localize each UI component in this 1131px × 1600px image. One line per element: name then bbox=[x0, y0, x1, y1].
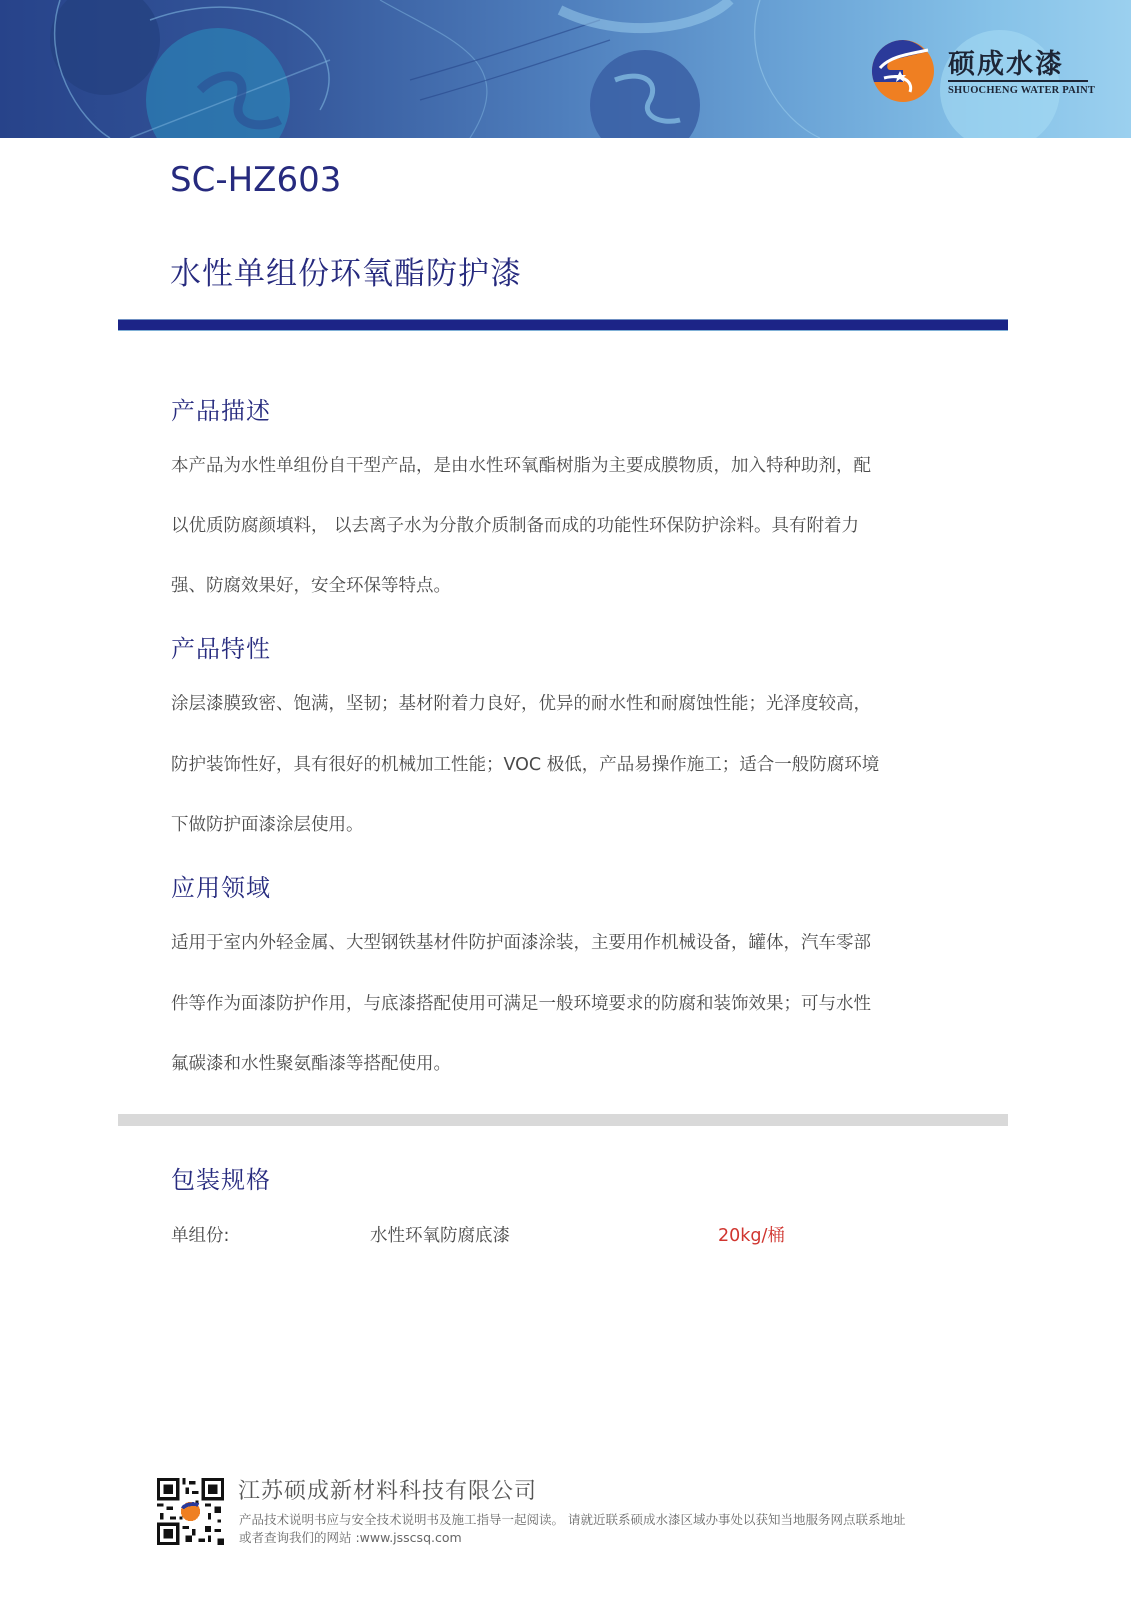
description-line: 以优质防腐颜填料， 以去离子水为分散介质制备而成的功能性环保防护涂料。具有附着力 bbox=[171, 516, 860, 536]
features-line: 下做防护面漆涂层使用。 bbox=[171, 815, 364, 835]
section-heading-description: 产品描述 bbox=[171, 397, 271, 425]
section-heading-packaging: 包装规格 bbox=[171, 1166, 271, 1194]
applications-line: 适用于室内外轻金属、大型钢铁基材件防护面漆涂装，主要用作机械设备，罐体，汽车零部 bbox=[171, 933, 871, 953]
brand-logo bbox=[870, 38, 1096, 104]
section-divider bbox=[118, 1114, 1008, 1126]
section-heading-features: 产品特性 bbox=[171, 635, 271, 663]
company-name: 江苏硕成新材料科技有限公司 bbox=[238, 1479, 538, 1504]
product-code: SC-HZ603 bbox=[170, 160, 342, 200]
features-line: 涂层漆膜致密、饱满，坚韧；基材附着力良好，优异的耐水性和耐腐蚀性能；光泽度较高， bbox=[171, 694, 871, 714]
applications-line: 件等作为面漆防护作用，与底漆搭配使用可满足一般环境要求的防腐和装饰效果；可与水性 bbox=[171, 994, 871, 1014]
package-label: 单组份: bbox=[171, 1226, 230, 1246]
description-line: 强、防腐效果好，安全环保等特点。 bbox=[171, 576, 451, 596]
package-size: 20kg/桶 bbox=[718, 1226, 785, 1246]
brand-name-cn: 硕成水漆 bbox=[948, 49, 1064, 80]
features-line: 防护装饰性好，具有很好的机械加工性能；VOC 极低，产品易操作施工；适合一般防腐环境 bbox=[171, 755, 880, 775]
brand-divider bbox=[948, 80, 1088, 82]
product-title: 水性单组份环氧酯防护漆 bbox=[170, 256, 522, 292]
package-product: 水性环氧防腐底漆 bbox=[370, 1226, 510, 1246]
applications-line: 氟碳漆和水性聚氨酯漆等搭配使用。 bbox=[171, 1054, 451, 1074]
shuocheng-logo-icon bbox=[870, 38, 936, 104]
header-banner bbox=[0, 0, 1131, 138]
footer-website-line: 或者查询我们的网站 :www.jsscsq.com bbox=[239, 1530, 462, 1545]
qr-code-icon bbox=[157, 1478, 224, 1545]
brand-name-en: SHUOCHENG WATER PAINT bbox=[948, 85, 1096, 96]
title-divider bbox=[118, 319, 1008, 331]
section-heading-applications: 应用领域 bbox=[171, 874, 271, 902]
description-line: 本产品为水性单组份自干型产品，是由水性环氧酯树脂为主要成膜物质，加入特种助剂，配 bbox=[171, 456, 871, 476]
footer-note-line: 产品技术说明书应与安全技术说明书及施工指导一起阅读。 请就近联系硕成水漆区域办事处以获知当地服务网点联系地址 bbox=[239, 1512, 906, 1527]
